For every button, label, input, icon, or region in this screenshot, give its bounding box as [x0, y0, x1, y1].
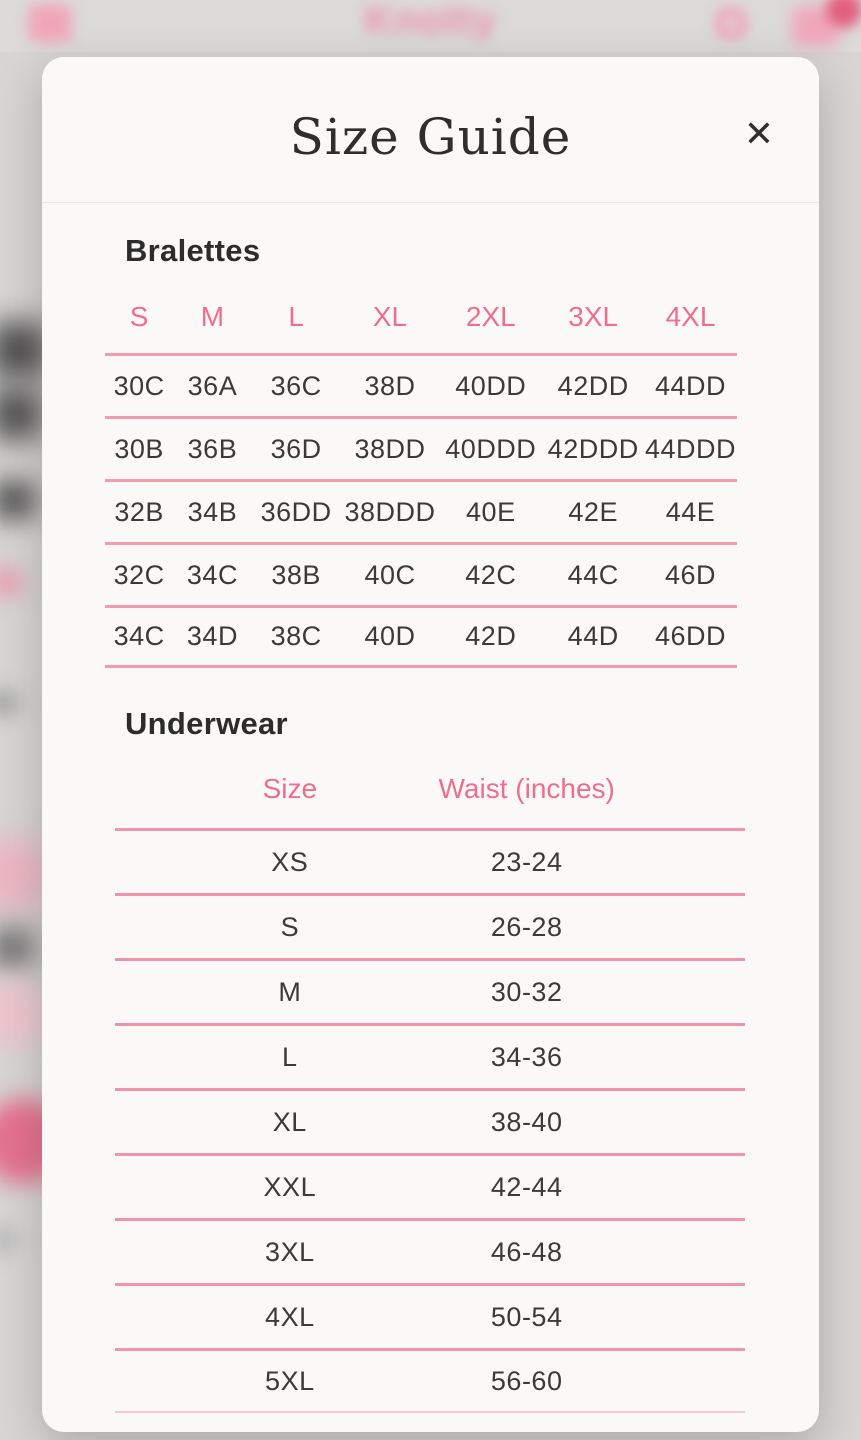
underwear-size-table: [115, 742, 745, 1413]
table-row: [115, 1088, 745, 1153]
size-cell: L: [282, 1041, 298, 1072]
column-header: Size: [262, 773, 318, 804]
blurred-pink-element: [0, 982, 44, 1046]
size-cell: 38B: [271, 559, 321, 590]
size-cell: 36A: [187, 370, 238, 401]
size-cell: 42D: [465, 621, 517, 651]
size-cell: 32C: [113, 559, 165, 590]
size-cell: 42C: [465, 559, 517, 590]
size-cell: 34C: [113, 621, 165, 651]
size-cell: 44DDD: [644, 433, 737, 464]
blurred-text-block: [0, 1228, 18, 1252]
table-row: [105, 479, 737, 542]
size-cell: 44C: [567, 559, 619, 590]
search-icon: [714, 6, 748, 40]
close-icon[interactable]: ✕: [733, 109, 785, 161]
table-row: [115, 1153, 745, 1218]
blurred-pink-element: [0, 566, 24, 598]
size-cell: XS: [271, 846, 309, 877]
table-row: [115, 893, 745, 958]
column-header: 2XL: [465, 301, 516, 332]
size-cell: 36D: [270, 433, 322, 464]
column-header: XL: [372, 301, 408, 332]
size-cell: 40C: [364, 559, 416, 590]
blurred-text-block: [0, 928, 34, 968]
size-cell: 26-28: [490, 911, 563, 942]
table-row: [105, 416, 737, 479]
size-cell: 44DD: [654, 370, 727, 401]
column-header: 3XL: [568, 301, 619, 332]
blurred-text-block: [0, 388, 42, 440]
table-header-row: [105, 269, 737, 353]
size-cell: 40D: [364, 621, 416, 651]
bralettes-section: [42, 233, 819, 668]
size-cell: 5XL: [265, 1365, 315, 1396]
table-row: [115, 828, 745, 893]
blurred-text-block: [0, 692, 18, 714]
size-cell: 23-24: [490, 846, 563, 877]
size-cell: M: [278, 976, 302, 1007]
modal-title: Size Guide: [289, 107, 572, 166]
size-cell: 40DDD: [445, 433, 537, 464]
size-cell: 44E: [665, 496, 716, 527]
size-cell: 34D: [186, 621, 238, 651]
table-row: [115, 958, 745, 1023]
size-cell: XXL: [263, 1171, 317, 1202]
size-cell: 38D: [364, 370, 416, 401]
size-cell: 30C: [113, 370, 165, 401]
size-cell: 36B: [187, 433, 238, 464]
blurred-text-block: [0, 480, 36, 520]
column-header: L: [288, 301, 304, 332]
size-cell: 3XL: [265, 1236, 315, 1267]
underwear-section: [42, 706, 819, 1413]
size-cell: 42E: [568, 496, 618, 527]
table-row: [105, 542, 737, 605]
table-row: [105, 353, 737, 416]
size-cell: 46-48: [490, 1236, 563, 1267]
size-guide-modal: [42, 57, 819, 1432]
column-header: M: [200, 301, 225, 332]
size-cell: S: [280, 911, 300, 942]
size-cell: 34C: [186, 559, 238, 590]
bralettes-size-table: [105, 269, 737, 668]
column-header: 4XL: [665, 301, 716, 332]
size-cell: XL: [272, 1106, 307, 1137]
size-cell: 30B: [114, 433, 164, 464]
table-row: [105, 605, 737, 668]
size-cell: 38DD: [354, 433, 426, 464]
bralettes-heading: Bralettes: [125, 233, 261, 268]
table-row: [115, 1283, 745, 1348]
size-cell: 32B: [114, 496, 164, 527]
size-cell: 4XL: [265, 1301, 315, 1332]
table-header-row: [115, 742, 745, 828]
table-row: [115, 1348, 745, 1413]
size-cell: 50-54: [490, 1301, 563, 1332]
column-header: Waist (inches): [438, 773, 615, 804]
table-row: [115, 1218, 745, 1283]
size-cell: 40DD: [455, 370, 527, 401]
size-cell: 56-60: [490, 1365, 563, 1396]
size-cell: 30-32: [490, 976, 563, 1007]
size-cell: 40E: [466, 496, 516, 527]
size-cell: 38-40: [490, 1106, 563, 1137]
table-row: [115, 1023, 745, 1088]
size-cell: 42-44: [490, 1171, 563, 1202]
size-cell: 42DD: [557, 370, 629, 401]
size-cell: 46DD: [654, 621, 727, 651]
brand-logo: Knotty: [364, 0, 497, 42]
blurred-text-block: [0, 322, 48, 378]
size-cell: 38C: [270, 621, 322, 651]
size-cell: 38DDD: [344, 496, 436, 527]
size-cell: 36C: [270, 370, 322, 401]
size-cell: 36DD: [260, 496, 332, 527]
size-cell: 44D: [567, 621, 619, 651]
size-cell: 42DDD: [547, 433, 639, 464]
size-cell: 34B: [187, 496, 238, 527]
modal-body: [42, 233, 819, 1413]
size-cell: 34-36: [490, 1041, 563, 1072]
modal-header: [42, 57, 819, 203]
underwear-heading: Underwear: [125, 706, 288, 741]
size-cell: 46D: [664, 559, 717, 590]
column-header: S: [129, 301, 149, 332]
